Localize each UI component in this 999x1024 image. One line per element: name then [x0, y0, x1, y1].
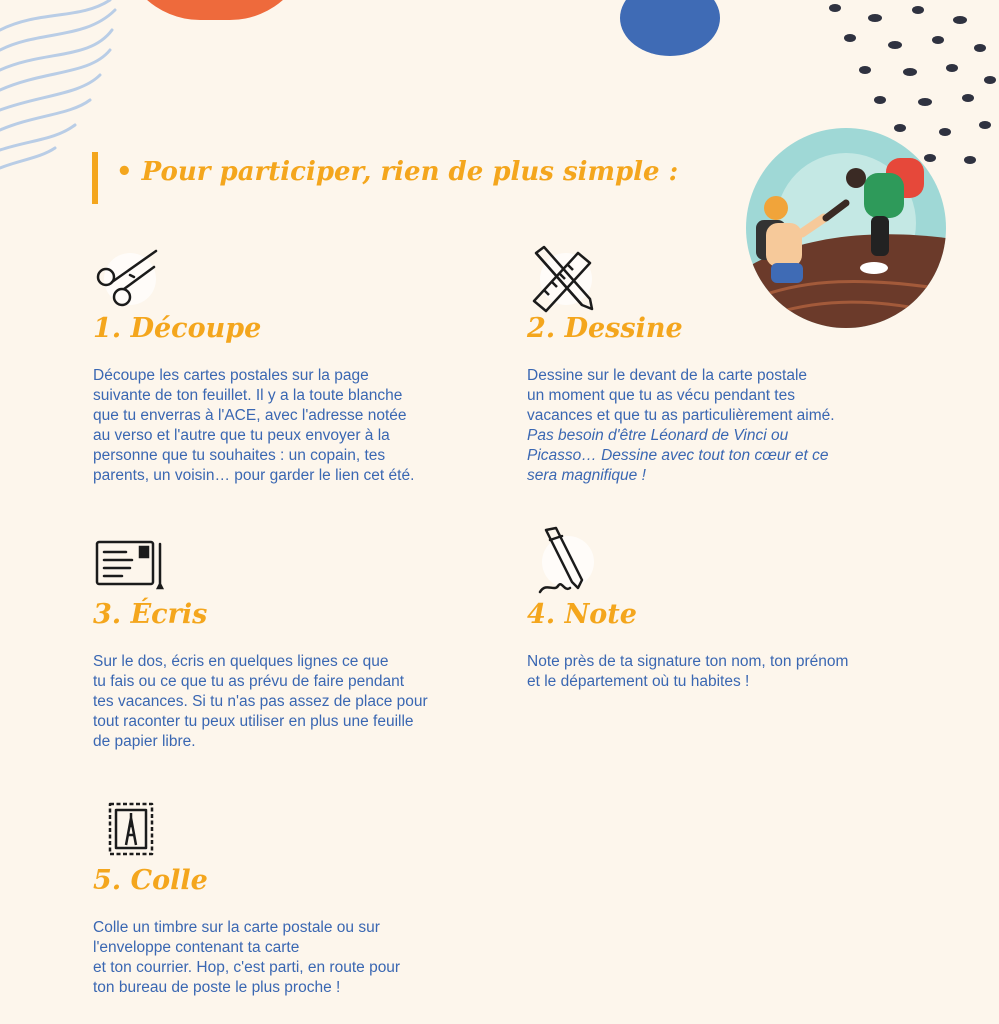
eiffel-stamp-icon	[106, 800, 156, 858]
postcard-pen-icon	[94, 538, 166, 590]
step-1-title: 1. Découpe	[93, 313, 262, 344]
step-3-text: Sur le dos, écris en quelques lignes ce que tu fais ou ce que tu as prévu de faire pendant tes vacances. Si tu n'as pas assez de place pour tout raconter tu peux utiliser en plus une feuille de papier libre.	[93, 653, 428, 750]
step-5-title: 5. Colle	[93, 865, 208, 896]
step-5-text: Colle un timbre sur la carte postale ou sur l'enveloppe contenant ta carte et ton courrier. Hop, c'est parti, en route pour ton bureau de poste le plus proche !	[93, 919, 401, 996]
page-heading: • Pour participer, rien de plus simple :	[116, 157, 679, 187]
blue-blob-decoration	[620, 0, 720, 56]
step-1-text: Découpe les cartes postales sur la page suivante de ton feuillet. Il y a la toute blanche que tu enverras à l'ACE, avec l'adresse notée au verso et l'autre que tu peux envoyer à la personne que tu souhaites : un copain, tes parents, un voisin… pour garder le lien cet été.	[93, 367, 415, 484]
blue-scribble-decoration	[0, 0, 120, 170]
scissors-icon	[94, 247, 162, 311]
orange-blob-decoration	[120, 0, 310, 20]
pencil-ruler-icon	[528, 245, 598, 313]
fountain-pen-icon	[532, 526, 598, 596]
hikers-illustration	[746, 128, 946, 328]
step-3-title: 3. Écris	[93, 599, 208, 630]
step-4-text: Note près de ta signature ton nom, ton prénom et le département où tu habites !	[527, 653, 849, 690]
step-4-title: 4. Note	[527, 599, 637, 630]
step-2-text: Dessine sur le devant de la carte postale un moment que tu as vécu pendant tes vacances et que tu as particulièrement aimé. Pas besoin d'être Léonard de Vinci ou Picasso… Dessine avec tout ton cœur et ce sera magnifique !	[527, 367, 835, 484]
heading-accent-bar	[92, 152, 98, 204]
step-2-title: 2. Dessine	[527, 313, 683, 344]
